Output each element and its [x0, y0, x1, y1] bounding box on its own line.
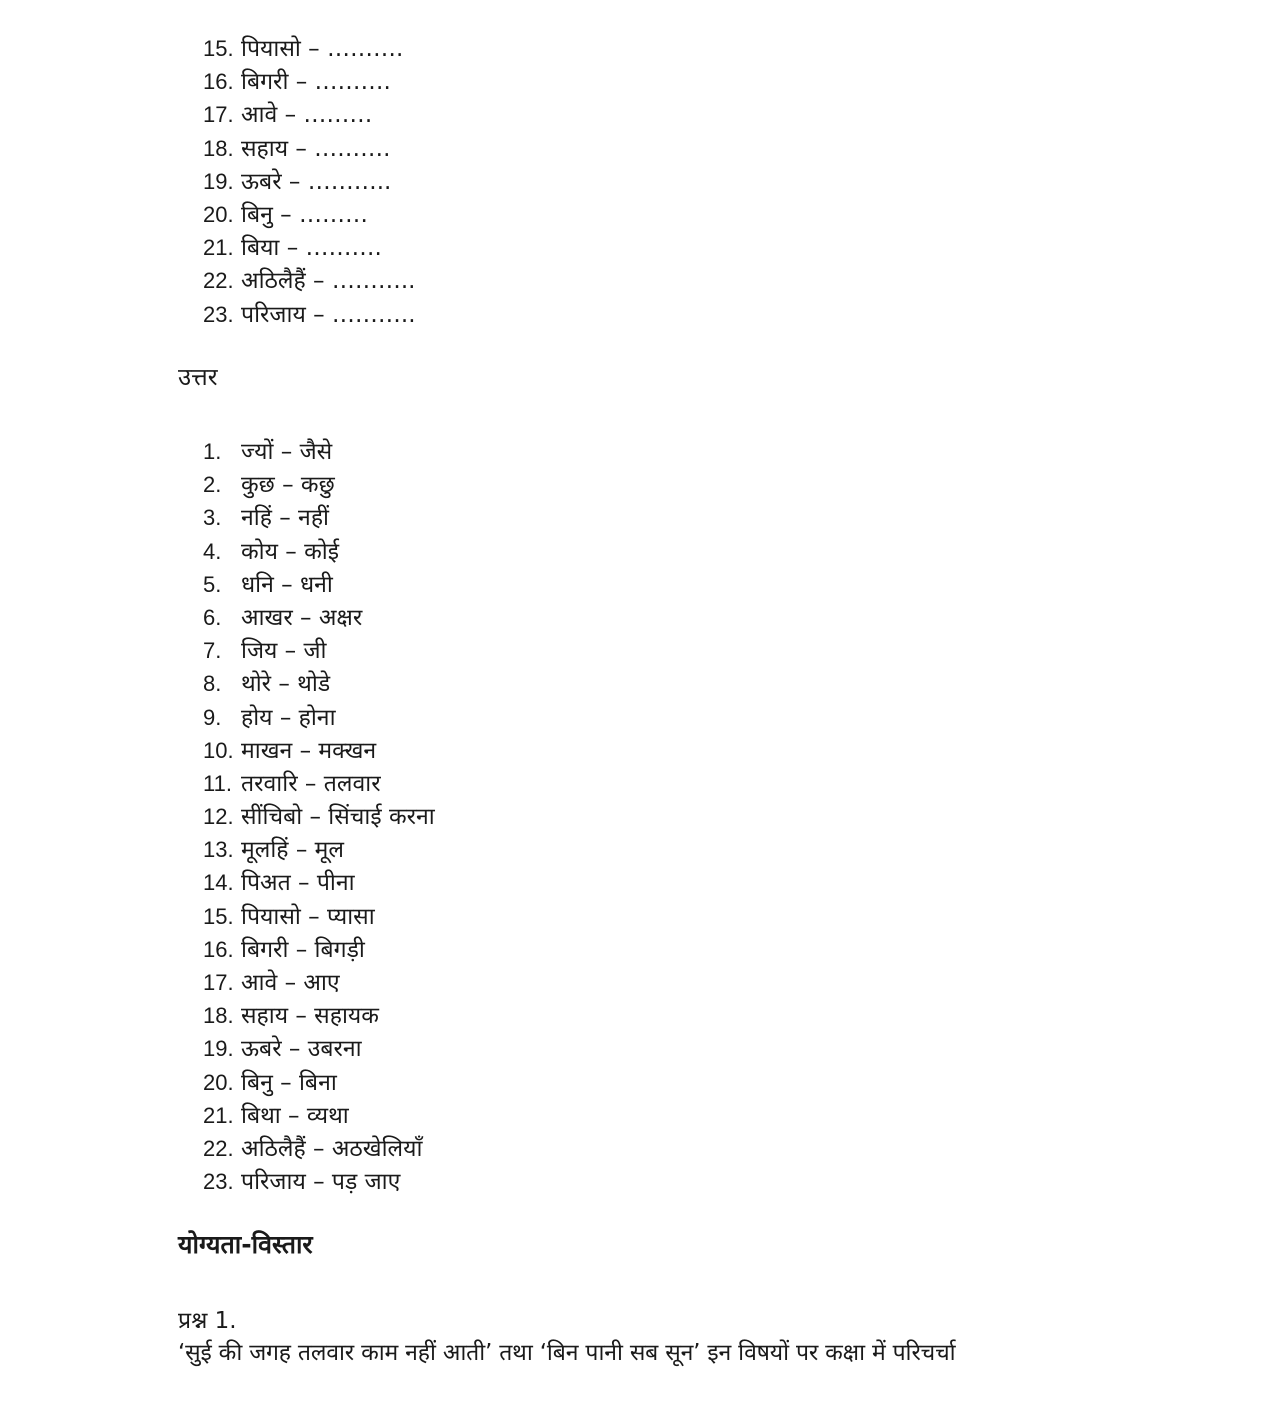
list-item: [203, 65, 416, 98]
list-item: [203, 900, 435, 933]
list-item: [203, 32, 416, 65]
item-text: बिगरी – ……….: [241, 69, 391, 96]
item-number: 2.: [203, 472, 222, 498]
item-text: सींचिबो – सिंचाई करना: [241, 804, 435, 831]
list-item: [203, 264, 416, 297]
list-item: [203, 1066, 435, 1099]
item-text: अठिलैहैं – अठखेलियाँ: [241, 1135, 423, 1162]
list-item: [203, 933, 435, 966]
item-number: 1.: [203, 439, 222, 464]
list-item: [203, 701, 435, 734]
item-text: पियासो – ……….: [241, 36, 404, 62]
item-number: 20.: [203, 201, 234, 227]
item-number: 16.: [203, 69, 234, 95]
item-text: पियासो – प्यासा: [241, 903, 375, 930]
item-text: बिया – ……….: [241, 235, 382, 262]
item-text: माखन – मक्खन: [241, 737, 377, 764]
item-text: आवे – ………: [241, 102, 373, 129]
item-number: 17.: [203, 102, 234, 128]
list-item: [203, 1165, 435, 1198]
item-number: 22.: [203, 1135, 234, 1161]
list-item: [203, 634, 435, 667]
exercise-list: [203, 32, 416, 331]
item-number: 18.: [203, 1003, 234, 1029]
list-item: [203, 1099, 435, 1132]
item-number: 18.: [203, 135, 234, 161]
list-item: [203, 1032, 435, 1065]
section-heading: योग्यता-विस्तार: [178, 1230, 313, 1259]
item-text: बिनु – बिना: [241, 1069, 337, 1096]
list-item: [203, 568, 435, 601]
item-number: 16.: [203, 936, 234, 962]
list-item: [203, 667, 435, 700]
item-number: 19.: [203, 168, 234, 194]
item-text: आवे – आए: [241, 970, 340, 996]
answer-heading: उत्तर: [178, 363, 218, 391]
item-text: तरवारि – तलवार: [241, 770, 381, 797]
item-text: बिथा – व्यथा: [241, 1102, 349, 1129]
list-item: [203, 800, 435, 833]
item-number: 13.: [203, 837, 234, 863]
list-item: [203, 966, 435, 999]
item-text: ऊबरे – उबरना: [241, 1036, 362, 1063]
item-text: आखर – अक्षर: [241, 604, 363, 631]
list-item: [203, 501, 435, 534]
item-number: 15.: [203, 36, 234, 61]
item-number: 4.: [203, 538, 222, 564]
list-item: [203, 601, 435, 634]
item-text: बिनु – ………: [241, 201, 368, 228]
list-item: [203, 468, 435, 501]
item-number: 11.: [203, 770, 232, 796]
list-item: [203, 767, 435, 800]
item-text: जिय – जी: [241, 638, 327, 665]
item-number: 15.: [203, 903, 234, 929]
item-text: ऊबरे – ………..: [241, 168, 392, 195]
item-number: 22.: [203, 268, 234, 294]
list-item: [203, 298, 416, 331]
list-item: [203, 1132, 435, 1165]
list-item: [203, 999, 435, 1032]
list-item: [203, 165, 416, 198]
list-item: [203, 833, 435, 866]
item-text: अठिलैहैं – ………..: [241, 268, 416, 295]
item-text: ज्यों – जैसे: [241, 439, 333, 465]
list-item: [203, 734, 435, 767]
item-text: बिगरी – बिगड़ी: [241, 936, 365, 963]
item-text: धनि – धनी: [241, 571, 333, 598]
item-text: होय – होना: [241, 704, 336, 731]
item-text: परिजाय – ………..: [241, 301, 416, 328]
item-text: मूलहिं – मूल: [241, 837, 344, 864]
question-text: ‘सुई की जगह तलवार काम नहीं आती’ तथा ‘बिन पानी सब सून’ इन विषयों पर कक्षा में परिचर्चा: [178, 1340, 956, 1366]
list-item: [203, 98, 416, 131]
question-label: प्रश्न 1.: [178, 1308, 237, 1334]
item-number: 10.: [203, 737, 234, 763]
list-item: [203, 435, 435, 468]
item-number: 3.: [203, 505, 222, 531]
item-number: 12.: [203, 804, 234, 830]
item-number: 9.: [203, 704, 222, 730]
item-number: 21.: [203, 1102, 234, 1128]
list-item: [203, 535, 435, 568]
item-text: परिजाय – पड़ जाए: [241, 1169, 401, 1196]
list-item: [203, 866, 435, 899]
item-text: थोरे – थोडे: [241, 671, 331, 698]
list-item: [203, 132, 416, 165]
item-number: 8.: [203, 671, 222, 697]
list-item: [203, 231, 416, 264]
answer-list: [203, 435, 435, 1198]
list-item: [203, 198, 416, 231]
item-text: कुछ – कछु: [241, 472, 335, 499]
item-number: 17.: [203, 970, 234, 995]
item-text: कोय – कोई: [241, 538, 339, 565]
item-text: सहाय – सहायक: [241, 1003, 379, 1030]
item-number: 6.: [203, 604, 222, 630]
item-number: 14.: [203, 870, 234, 896]
item-number: 23.: [203, 1169, 234, 1195]
item-number: 21.: [203, 235, 234, 261]
item-text: पिअत – पीना: [241, 870, 355, 897]
item-number: 19.: [203, 1036, 234, 1062]
item-text: सहाय – ……….: [241, 135, 391, 162]
item-text: नहिं – नहीं: [241, 505, 329, 532]
item-number: 7.: [203, 638, 222, 664]
item-number: 20.: [203, 1069, 234, 1095]
item-number: 23.: [203, 301, 234, 327]
item-number: 5.: [203, 571, 222, 597]
